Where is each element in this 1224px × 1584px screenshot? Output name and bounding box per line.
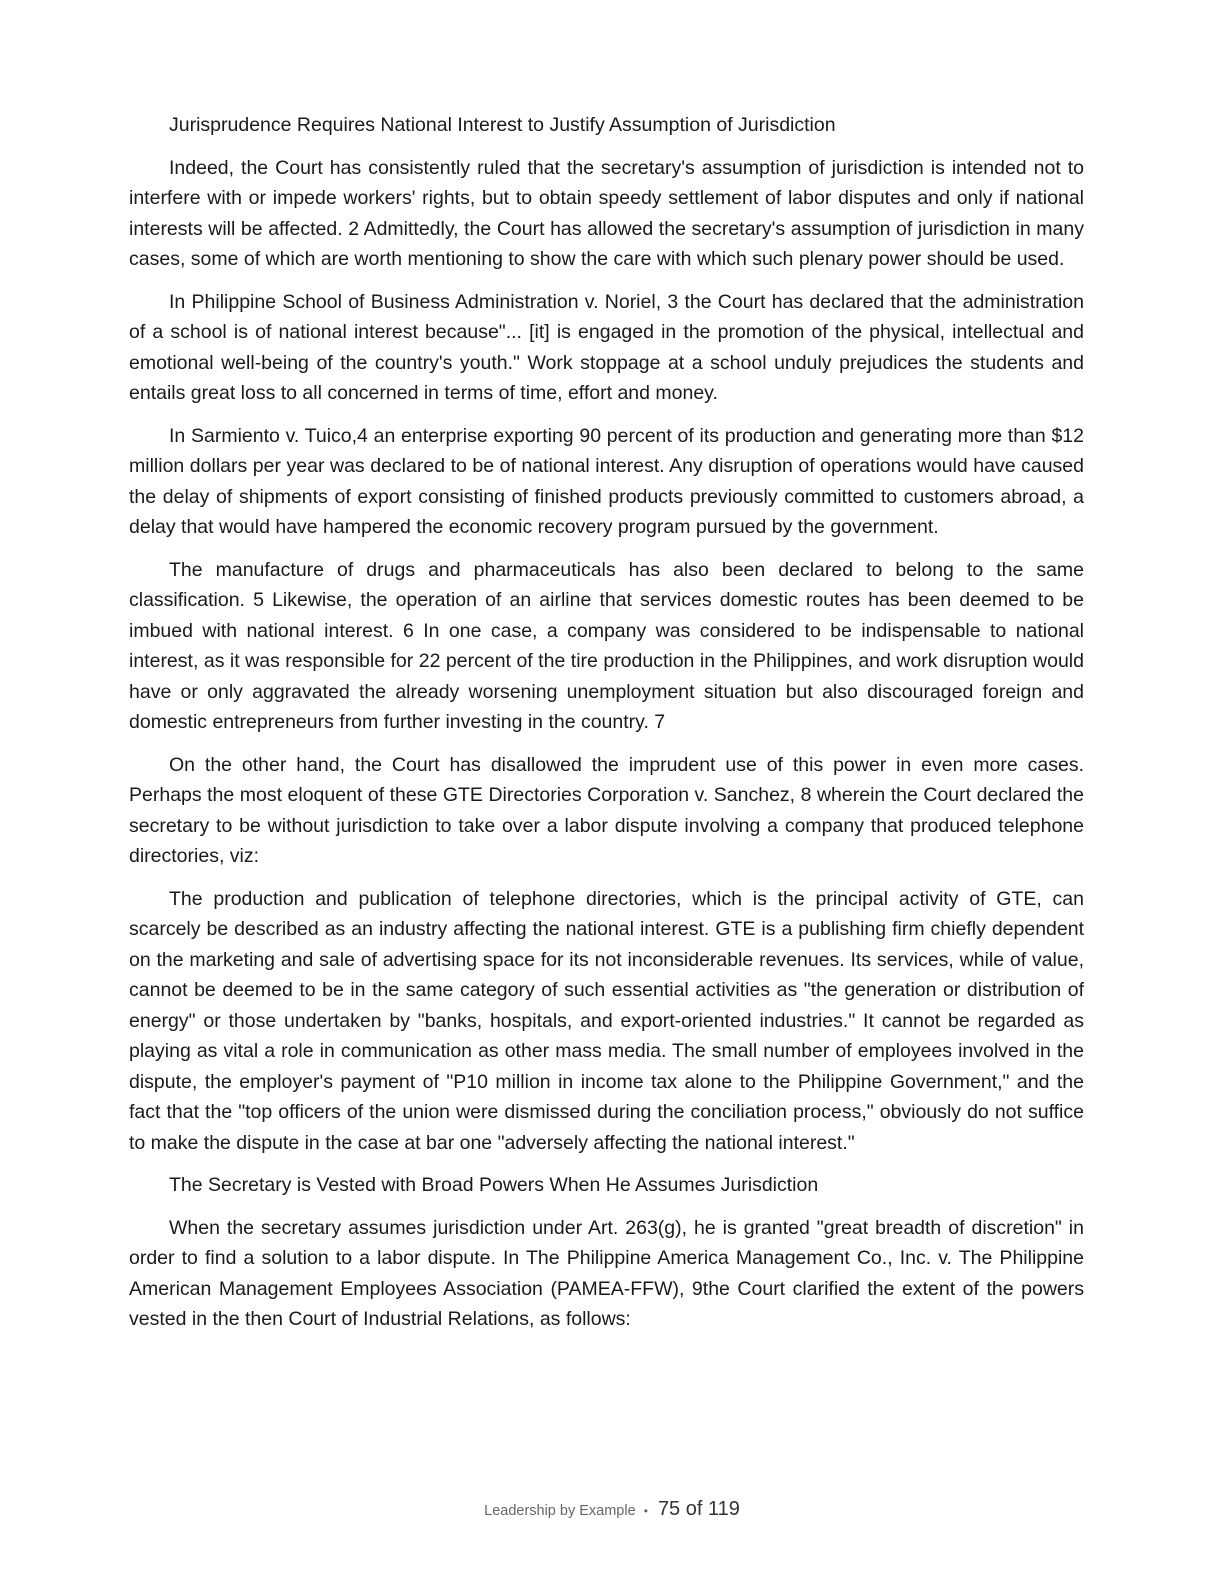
paragraph: In Philippine School of Business Administration v. Noriel, 3 the Court has declared that the administration of a school is of national interest because"... [it] is engaged in the promotion of the physical, intellectual and emotional well-being of the country's youth." Work stoppage at a school unduly prejudices the students and entails great loss to all concerned in terms of time, effort and money. xyxy=(129,290,1084,404)
footer-title: Leadership by Example xyxy=(484,1503,636,1519)
page-number: 75 of 119 xyxy=(657,1498,740,1520)
paragraph: The manufacture of drugs and pharmaceuticals has also been declared to belong to the same classification. 5 Likewise, the operation of an airline that services domestic routes has been deemed to be imbued with national interest. 6 In one case, a company was considered to be indispensable to national interest, as it was responsible for 22 percent of the tire production in the Philippines, and work disruption would have or only aggravated the already worsening unemployment situation but also discouraged foreign and domestic entrepreneurs from further investing in the country. 7 xyxy=(129,558,1084,733)
section-heading: The Secretary is Vested with Broad Powers When He Assumes Jurisdiction xyxy=(169,1174,819,1196)
section-heading: Jurisprudence Requires National Interest to Justify Assumption of Jurisdiction xyxy=(169,114,836,136)
paragraph: On the other hand, the Court has disallowed the imprudent use of this power in even more cases. Perhaps the most eloquent of these GTE Directories Corporation v. Sanchez, 8 wherein the Court declared the secretary to be without jurisdiction to take over a labor dispute involving a company that produced telephone directories, viz: xyxy=(129,753,1084,867)
paragraph: Indeed, the Court has consistently ruled that the secretary's assumption of jurisdiction is intended not to interfere with or impede workers' rights, but to obtain speedy settlement of labor disputes and only if national interests will be affected. 2 Admittedly, the Court has allowed the secretary's assumption of jurisdiction in many cases, some of which are worth mentioning to show the care with which such plenary power should be used. xyxy=(129,156,1084,270)
quoted-paragraph: The production and publication of telephone directories, which is the principal activity of GTE, can scarcely be described as an industry affecting the national interest. GTE is a publishing firm chiefly dependent on the marketing and sale of advertising space for its not inconsiderable revenues. Its services, while of value, cannot be deemed to be in the same category of such essential activities as "the generation or distribution of energy" or those undertaken by "banks, hospitals, and export-oriented industries." It cannot be regarded as playing as vital a role in communication as other mass media. The small number of employees involved in the dispute, the employer's payment of "P10 million in income tax alone to the Philippine Government," and the fact that the "top officers of the union were dismissed during the conciliation process," obviously do not suffice to make the dispute in the case at bar one "adversely affecting the national interest." xyxy=(129,887,1084,1154)
paragraph: In Sarmiento v. Tuico,4 an enterprise exporting 90 percent of its production and generating more than $12 million dollars per year was declared to be of national interest. Any disruption of operations would have caused the delay of shipments of export consisting of finished products previously committed to customers abroad, a delay that would have hampered the economic recovery program pursued by the government. xyxy=(129,424,1084,538)
page-footer xyxy=(0,1498,1224,1521)
footer-separator: • xyxy=(643,1504,648,1519)
paragraph: When the secretary assumes jurisdiction under Art. 263(g), he is granted "great breadth of discretion" in order to find a solution to a labor dispute. In The Philippine America Management Co., Inc. v. The Philippine American Management Employees Association (PAMEA-FFW), 9the Court clarified the extent of the powers vested in the then Court of Industrial Relations, as follows: xyxy=(129,1216,1084,1330)
document-body xyxy=(129,110,1084,1347)
